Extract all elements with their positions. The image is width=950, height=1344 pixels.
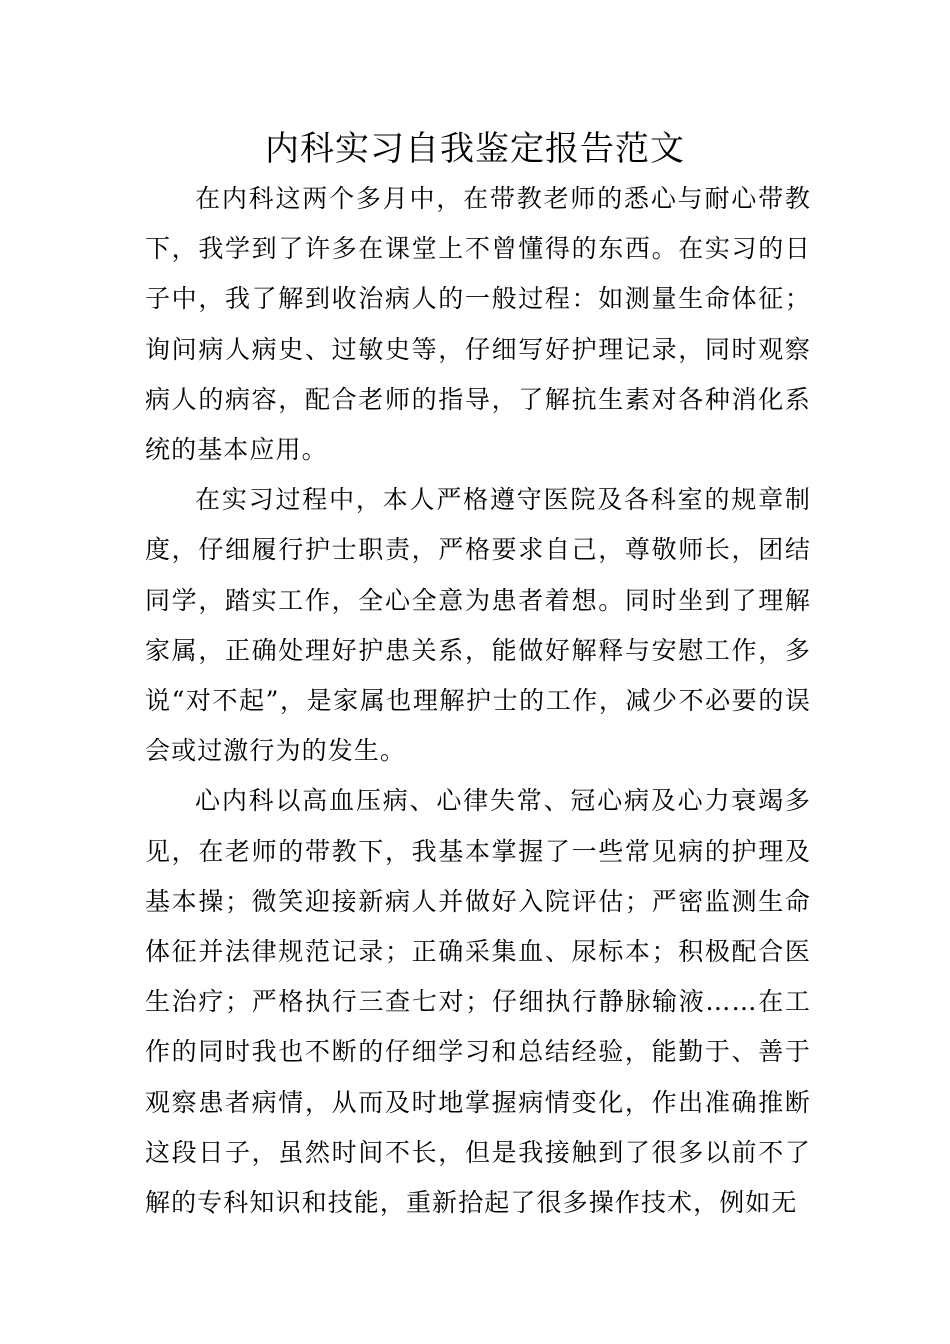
paragraph-2: 在实习过程中，本人严格遵守医院及各科室的规章制度，仔细履行护士职责，严格要求自己，尊敬师长，团结同学，踏实工作，全心全意为患者着想。同时坐到了理解家属，正确处理好护患关系，能做好解释与安慰工作，多说“对不起”，是家属也理解护士的工作，减少不必要的误会或过激行为的发生。 xyxy=(145,485,811,766)
paragraph-3: 心内科以高血压病、心律失常、冠心病及心力衰竭多见，在老师的带教下，我基本掌握了一些常见病的护理及基本操；微笑迎接新病人并做好入院评估；严密监测生命体征并法律规范记录；正确采集血、尿标本；积极配合医生治疗；严格执行三查七对；仔细执行静脉输液……在工作的同时我也不断的仔细学习和总结经验，能勤于、善于观察患者病情，从而及时地掌握病情变化，作出准确推断这段日子，虽然时间不长，但是我接触到了很多以前不了解的专科知识和技能，重新拾起了很多操作技术，例如无 xyxy=(145,786,811,1218)
document-title: 内科实习自我鉴定报告范文 xyxy=(265,129,685,169)
paragraph-1: 在内科这两个多月中，在带教老师的悉心与耐心带教下，我学到了许多在课堂上不曾懂得的东西。在实习的日子中，我了解到收治病人的一般过程：如测量生命体征；询问病人病史、过敏史等，仔细写好护理记录，同时观察病人的病容，配合老师的指导，了解抗生素对各种消化系统的基本应用。 xyxy=(145,184,811,465)
document-body xyxy=(145,174,811,1228)
